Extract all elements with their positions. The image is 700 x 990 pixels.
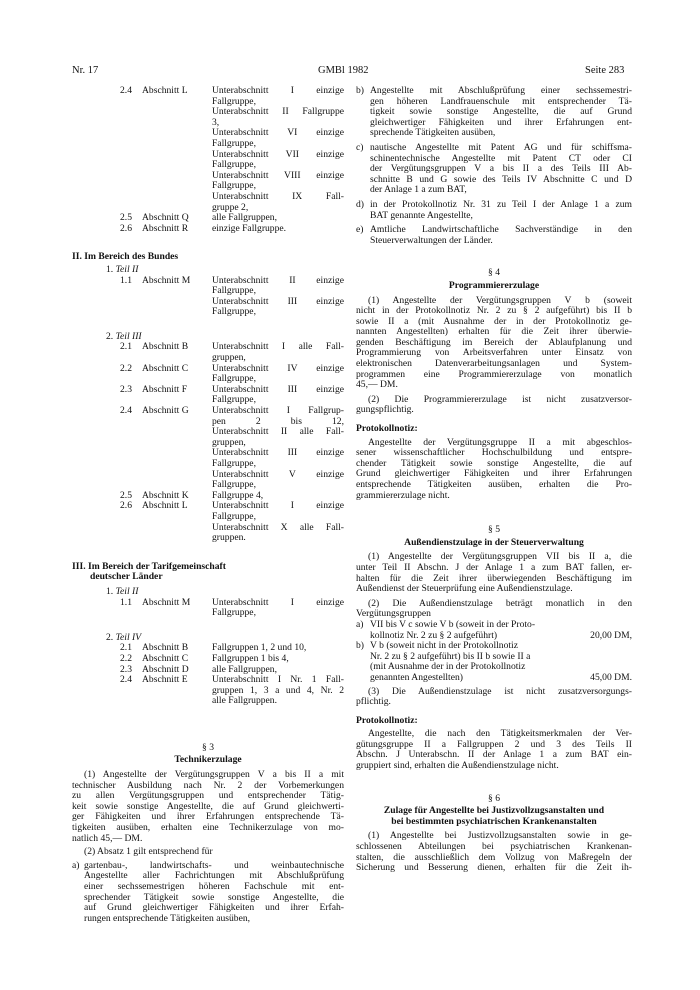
row-text: pen 2 bis 12, <box>212 415 344 427</box>
amount-row <box>370 673 632 684</box>
protokollnotiz-1 <box>356 438 632 502</box>
text-line: grammiererzulage nicht. <box>356 489 450 501</box>
tdl-part-1: 1. Teil II <box>106 585 139 597</box>
section-number: 2.3 <box>120 383 132 395</box>
item-body <box>370 200 632 221</box>
text-line: natlich 45,— DM. <box>72 832 143 844</box>
row-text: Unterabschnitt I einzige <box>212 85 344 96</box>
text-line: halten für die Zeit ihrer überwiegenden Beschäftigung im <box>356 572 632 584</box>
row-text: Fallgruppe, <box>212 479 256 491</box>
row-text: Fallgruppen 1, 2 und 10, <box>212 642 307 654</box>
item-body <box>370 620 632 641</box>
text-line: sprechende Tätigkeiten ausüben, <box>370 127 496 139</box>
text-line: technischer Ausbildung nach Nr. 2 der Vorbemerkungen <box>72 779 344 791</box>
left-column <box>72 86 344 924</box>
tdl-row-2-4 <box>72 675 344 707</box>
list-item-d <box>356 200 632 221</box>
protokollnotiz-heading: Protokollnotiz: <box>356 423 418 435</box>
row-text: Fallgruppe, <box>212 510 256 522</box>
amount-value: 20,00 DM, <box>590 629 632 641</box>
row-text: Unterabschnitt III einzige <box>212 447 344 459</box>
bund-part-1: 1. Teil II <box>106 263 139 275</box>
row-2-4 <box>72 86 344 213</box>
table-row <box>72 171 344 182</box>
section-5-item-b <box>356 641 632 683</box>
item-text <box>370 86 632 139</box>
list-item-b <box>356 86 632 139</box>
item-text <box>370 143 632 196</box>
row-text: Unterabschnitt III einzige <box>212 295 344 307</box>
text-line: der Vergütungsgruppen V a bis II a des Teils III Ab- <box>370 163 632 175</box>
text-line: (1) Angestellte der Vergütungsgruppen V b (soweit <box>368 294 632 306</box>
text-line: stalten, die ausschließlich dem Vollzug von Maßregeln der <box>356 851 632 863</box>
section-number: 2.5 <box>120 489 132 501</box>
section-number: 1.1 <box>120 274 132 286</box>
row-text: Unterabschnitt III einzige <box>212 383 344 395</box>
bund-row-2-2 <box>72 364 344 385</box>
item-label: d) <box>356 198 364 210</box>
row-text: 3, <box>212 116 220 128</box>
text-line: gen höheren Landfrauenschule mit entsprechender Tä- <box>370 95 632 107</box>
section-number: 2.2 <box>120 362 132 374</box>
table-row <box>72 192 344 203</box>
row-text: Unterabschnitt IX Fall- <box>212 190 344 202</box>
row-text: Unterabschnitt X alle Fall- <box>212 521 344 533</box>
text-line: schlossenen Abteilungen bei psychiatrischen Krankenan- <box>356 841 632 853</box>
spacer <box>72 544 344 562</box>
table-row <box>72 643 344 654</box>
item-label: b) <box>356 85 364 96</box>
section-number: 2.4 <box>120 85 132 96</box>
bund-row-1-1 <box>72 276 344 318</box>
text-line: elektronischen Datenverarbeitungsanlagen und System- <box>356 358 632 370</box>
table-row <box>72 86 344 97</box>
row-text: Unterabschnitt II einzige <box>212 274 344 286</box>
spacer <box>72 318 344 332</box>
section-5-para-1 <box>356 552 632 594</box>
abschnitt-label: Abschnitt Q <box>142 212 189 224</box>
item-label: a) <box>72 859 80 871</box>
text-line: schnitte B und G sowie des Teils IV Abschnitte C und D <box>370 173 632 185</box>
section-5-number: § 5 <box>488 524 500 536</box>
row-text: Unterabschnitt I alle Fall- <box>212 341 344 353</box>
table-row <box>72 654 344 665</box>
section-4-para-1 <box>356 296 632 391</box>
item-text-line: (mit Ausnahme der in der Protokollnotiz <box>370 661 526 673</box>
section-number: 2.2 <box>120 652 132 664</box>
section-4-title: Programmiererzulage <box>448 279 540 291</box>
row-text: Unterabschnitt I einzige <box>212 596 344 608</box>
section-4-para-2 <box>356 395 632 416</box>
spacer <box>356 250 632 268</box>
section-number: 2.5 <box>120 212 132 224</box>
row-2-5 <box>72 213 344 224</box>
section-6-para-1 <box>356 831 632 873</box>
section-5-item-a <box>356 620 632 641</box>
row-text: Unterabschnitt VII einzige <box>212 148 344 160</box>
abschnitt-label: Abschnitt C <box>142 652 189 664</box>
bund-row-2-3 <box>72 385 344 406</box>
text-line: nicht in der Protokollnotiz Nr. 2 zu § 2 aufgeführt) bis II b <box>356 305 632 317</box>
abschnitt-label: Abschnitt D <box>142 663 189 675</box>
item-body <box>370 641 632 683</box>
text-line: (1) Angestellte der Vergütungsgruppen V a bis II a mit <box>84 769 344 781</box>
section-6-title: Zulage für Angestellte bei Justizvollzugsanstalten und <box>383 805 605 817</box>
row-text: Unterabschnitt II alle Fall- <box>212 426 344 438</box>
item-label: a) <box>356 618 364 630</box>
text-line: Angestellte, die nach den Tätigkeitsmerkmalen der Ver- <box>368 728 632 740</box>
row-text: gruppen, <box>212 352 246 364</box>
text-line: ger Fähigkeiten und ihrer Erfahrungen entsprechende Tä- <box>72 811 344 823</box>
abschnitt-label: Abschnitt M <box>142 596 191 608</box>
table-row <box>72 107 344 118</box>
text-line: chender Tätigkeit sowie sonstige Angestellte, die auf <box>356 457 632 469</box>
abschnitt-label: Abschnitt R <box>142 222 189 234</box>
row-text: Fallgruppe, <box>212 306 256 318</box>
row-text: gruppen. <box>212 532 246 544</box>
item-text-line: VII bis V c sowie V b (soweit in der Proto- <box>370 618 536 630</box>
text-line: sprechender Tätigkeit sowie sonstige Angestellte, die <box>84 891 344 903</box>
text-line: genden Beschäftigung im Bereich der Ablaufplanung und <box>356 336 632 348</box>
table-row <box>72 512 344 523</box>
text-line: Angestellte mit Abschlußprüfung einer sechssemestri- <box>370 85 632 96</box>
row-text: Fallgruppe, <box>212 137 256 149</box>
table-row <box>72 608 344 619</box>
text-line: (1) Angestellte bei Justizvollzugsanstalten sowie in ge- <box>368 830 632 842</box>
protokollnotiz-2 <box>356 729 632 771</box>
section-number: 2.3 <box>120 663 132 675</box>
text-line: (1) Angestellte der Vergütungsgruppen VII bis II a, die <box>368 551 632 563</box>
table-row <box>72 224 344 235</box>
abschnitt-label: Abschnitt G <box>142 405 189 417</box>
text-line: auf Grund gleichwertiger Fähigkeiten und ihrer Erfah- <box>84 902 344 914</box>
tdl-row-2-1 <box>72 643 344 654</box>
item-label: b) <box>356 640 364 652</box>
text-line: gleichwertiger Fähigkeiten und ihrer Erfahrungen ent- <box>370 116 632 128</box>
item-text-line: genannten Angestellten) <box>370 671 463 683</box>
section-3-para-1 <box>72 770 344 844</box>
section-number: 2.1 <box>120 341 132 353</box>
spacer <box>72 707 344 743</box>
row-text: Fallgruppe, <box>212 607 256 619</box>
item-text <box>370 200 632 221</box>
table-row <box>72 501 344 512</box>
amount-value: 45,00 DM. <box>590 671 632 683</box>
header-center: GMBl 1982 <box>318 65 369 76</box>
text-line: sener wissenschaftlicher Hochschulbildung und entspre- <box>356 447 632 459</box>
text-line: (3) Die Außendienstzulage ist nicht zusatzversorgungs- <box>368 685 632 697</box>
text-line: Angestellte der Vergütungsgruppe II a mit abgeschlos- <box>368 436 632 448</box>
item-body <box>370 86 632 139</box>
spacer <box>356 501 632 525</box>
spacer <box>72 234 344 252</box>
abschnitt-label: Abschnitt L <box>142 500 188 512</box>
text-line: gartenbau-, landwirtschafts- und weinbautechnische <box>84 859 344 871</box>
text-line: Vergütungsgruppen <box>356 608 431 620</box>
abschnitt-label: Abschnitt F <box>142 383 188 395</box>
table-row <box>72 128 344 139</box>
text-line: einer sechssemestrigen höheren Fachschule mit ent- <box>84 881 344 892</box>
text-line: (2) Die Programmiererzulage ist nicht zusatzversor- <box>368 393 632 405</box>
text-line: nannten Angestellten) erhalten für die Zeit ihrer überwie- <box>356 326 632 338</box>
table-row <box>72 533 344 544</box>
section-number: 2.1 <box>120 642 132 654</box>
item-text <box>84 861 344 925</box>
row-text: Unterabschnitt VI einzige <box>212 127 344 139</box>
row-text: Fallgruppe, <box>212 285 256 297</box>
item-text <box>370 225 632 246</box>
bund-row-2-4 <box>72 406 344 491</box>
section-5-title: Außendienstzulage in der Steuerverwaltung <box>404 536 584 548</box>
text-line: nautische Angestellte mit Patent AG und für schiffsma- <box>370 141 632 153</box>
table-row <box>72 523 344 534</box>
item-text-line: kollnotiz Nr. 2 zu § 2 aufgeführt) <box>370 629 498 641</box>
text-line: Sicherung und Besserung dienen, erhalten für die Zeit ih- <box>356 862 632 874</box>
abschnitt-label: Abschnitt K <box>142 489 189 501</box>
text-line: BAT genannte Angestellte, <box>370 209 473 221</box>
abschnitt-label: Abschnitt B <box>142 341 189 353</box>
row-text: einzige Fallgruppe. <box>212 222 287 234</box>
text-line: pflichtig. <box>356 696 391 708</box>
list-item-e <box>356 225 632 246</box>
item-body <box>370 225 632 246</box>
header-right: Seite 283 <box>585 65 625 76</box>
part-name: Teil IV <box>115 631 142 643</box>
row-text: Unterabschnitt VIII einzige <box>212 169 344 181</box>
protokollnotiz-heading-2: Protokollnotiz: <box>356 714 418 726</box>
row-text: Fallgruppe, <box>212 180 256 192</box>
row-text: Unterabschnitt V einzige <box>212 468 344 480</box>
row-text: Fallgruppen 1 bis 4, <box>212 652 289 664</box>
abschnitt-label: Abschnitt L <box>142 85 188 96</box>
bund-part-2: 2. Teil III <box>106 330 142 342</box>
text-line: Steuerverwaltungen der Länder. <box>370 234 493 246</box>
text-line: tigkeiten ausüben, erhalten eine Technikerzulage von mo- <box>72 822 344 834</box>
text-line: der Anlage 1 a zum BAT, <box>370 184 467 196</box>
table-row <box>72 297 344 308</box>
text-line: tigkeit sowie sonstige Angestellte, die auf Grund <box>370 106 632 118</box>
row-text: Fallgruppe, <box>212 373 256 385</box>
table-row <box>72 480 344 491</box>
row-text: Fallgruppe, <box>212 95 256 107</box>
tdl-row-1-1 <box>72 598 344 619</box>
row-text: Unterabschnitt I einzige <box>212 500 344 512</box>
text-line: 45,— DM. <box>356 379 398 391</box>
section-3-number: § 3 <box>202 741 214 753</box>
text-line: Angestellte aller Fachrichtungen mit Abschlußprüfung <box>84 870 344 882</box>
header-left: Nr. 17 <box>72 65 99 76</box>
table-row <box>72 342 344 353</box>
table-row <box>72 598 344 609</box>
row-text: Unterabschnitt II Fallgruppe <box>212 106 344 118</box>
text-line: schinentechnische Angestellte mit Patent CT oder CI <box>370 152 632 164</box>
text-line: in der Protokollnotiz Nr. 31 zu Teil I der Anlage 1 a zum <box>370 198 632 210</box>
part-name: Teil II <box>115 585 139 597</box>
bund-row-2-1 <box>72 342 344 363</box>
text-line: unter Teil II Abschn. J der Anlage 1 a zum BAT fallen, er- <box>356 561 632 573</box>
section-3-title: Technikerzulage <box>174 754 242 766</box>
item-body <box>84 861 344 925</box>
section-number: 1.1 <box>120 596 132 608</box>
text-line: rungen entsprechende Tätigkeiten ausüben, <box>84 912 251 924</box>
item-label: c) <box>356 141 364 153</box>
table-row <box>72 470 344 481</box>
table-row <box>72 276 344 287</box>
item-label: e) <box>356 224 364 236</box>
row-text: Unterabschnitt I Nr. 1 Fall- <box>212 674 344 686</box>
heading-tdl-2: deutscher Länder <box>90 571 163 583</box>
text-line: programmen eine Programmiererzulage von monatlich <box>356 368 632 380</box>
text-line: Außendienst der Steuerprüfung eine Außendienstzulage. <box>356 583 573 595</box>
section-number: 2.4 <box>120 674 132 686</box>
text-line: sowie II a (mit Ausnahme der in der Protokollnotiz ge- <box>356 315 632 327</box>
right-column <box>356 86 632 874</box>
row-text: Fallgruppe, <box>212 159 256 171</box>
row-text: Fallgruppe, <box>212 394 256 406</box>
row-text: gruppen, <box>212 436 246 448</box>
text-line: Amtliche Landwirtschaftliche Sachverständige in den <box>370 224 632 236</box>
row-text: gruppe 2, <box>212 201 249 213</box>
section-3-para-2: (2) Absatz 1 gilt entsprechend für <box>84 846 213 858</box>
text-line: gruppiert sind, erhalten die Außendienstzulage nicht. <box>356 760 559 772</box>
spacer <box>72 619 344 633</box>
section-6-number: § 6 <box>488 792 500 804</box>
list-item-c <box>356 143 632 196</box>
table-row <box>72 385 344 396</box>
table-row <box>72 696 344 707</box>
abschnitt-label: Abschnitt B <box>142 642 189 654</box>
row-2-6 <box>72 224 344 235</box>
table-row <box>72 150 344 161</box>
row-text: alle Fallgruppen. <box>212 695 278 707</box>
table-row <box>72 459 344 470</box>
section-5-para-2 <box>356 599 632 620</box>
part-name: Teil III <box>115 330 142 342</box>
item-text-line: Nr. 2 zu § 2 aufgeführt) bis II b sowie II a <box>370 650 531 662</box>
table-row <box>72 203 344 214</box>
heading-tdl: III. Im Bereich der Tarifgemeinschaft <box>72 560 226 572</box>
text-line: Abschn. J Unterabschn. II der Anlage 1 a zum BAT ein- <box>356 749 632 761</box>
row-text: Unterabschnitt IV einzige <box>212 362 344 374</box>
text-line: gungspflichtig. <box>356 404 414 416</box>
text-line: Programmierung von Arbeitsverfahren unter Einsatz von <box>356 347 632 359</box>
table-row <box>72 213 344 224</box>
text-line: zu allen Vergütungsgruppen und entsprechender Tätig- <box>72 790 344 802</box>
section-4-number: § 4 <box>488 267 500 279</box>
section-number: 2.6 <box>120 500 132 512</box>
text-line: entsprechende Tätigkeiten ausüben, erhalten die Pro- <box>356 479 632 490</box>
abschnitt-label: Abschnitt C <box>142 362 189 374</box>
tdl-row-2-2 <box>72 654 344 665</box>
row-text: Fallgruppe, <box>212 458 256 469</box>
text-line: keit sowie sonstige Angestellte, die auf Grund gleichwerti- <box>72 800 344 812</box>
row-text: gruppen 1, 3 a und 4, Nr. 2 <box>212 684 344 696</box>
section-5-para-3 <box>356 687 632 708</box>
text-line: (2) Die Außendienstzulage beträgt monatlich in den <box>368 597 632 609</box>
spacer <box>356 772 632 794</box>
abschnitt-label: Abschnitt E <box>142 674 188 686</box>
text-line: Grund gleichwertiger Fähigkeiten und ihrer Erfahrungen <box>356 468 632 480</box>
section-3-item-a <box>72 861 344 925</box>
table-row <box>72 427 344 438</box>
text-line: gütungsgruppe II a Fallgruppen 2 und 3 des Teils II <box>356 738 632 750</box>
row-text: alle Fallgruppen, <box>212 212 278 224</box>
section-number: 2.4 <box>120 405 132 417</box>
row-text: Unterabschnitt I Fallgrup- <box>212 405 344 417</box>
section-6-title: bei bestimmten psychiatrischen Krankenanstalten <box>391 815 597 827</box>
row-text: alle Fallgruppen, <box>212 663 278 675</box>
item-text-line: V b (soweit nicht in der Protokollnotiz <box>370 640 518 652</box>
table-row <box>72 307 344 318</box>
table-row <box>72 364 344 375</box>
table-row <box>72 448 344 459</box>
abschnitt-label: Abschnitt M <box>142 274 191 286</box>
tdl-part-2: 2. Teil IV <box>106 631 142 643</box>
bund-row-2-6 <box>72 501 344 543</box>
row-text: Fallgruppe 4, <box>212 489 264 501</box>
table-row <box>72 139 344 150</box>
part-name: Teil II <box>115 263 139 275</box>
item-body <box>370 143 632 196</box>
section-number: 2.6 <box>120 222 132 234</box>
heading-bund: II. Im Bereich des Bundes <box>72 251 179 263</box>
table-row <box>72 686 344 697</box>
